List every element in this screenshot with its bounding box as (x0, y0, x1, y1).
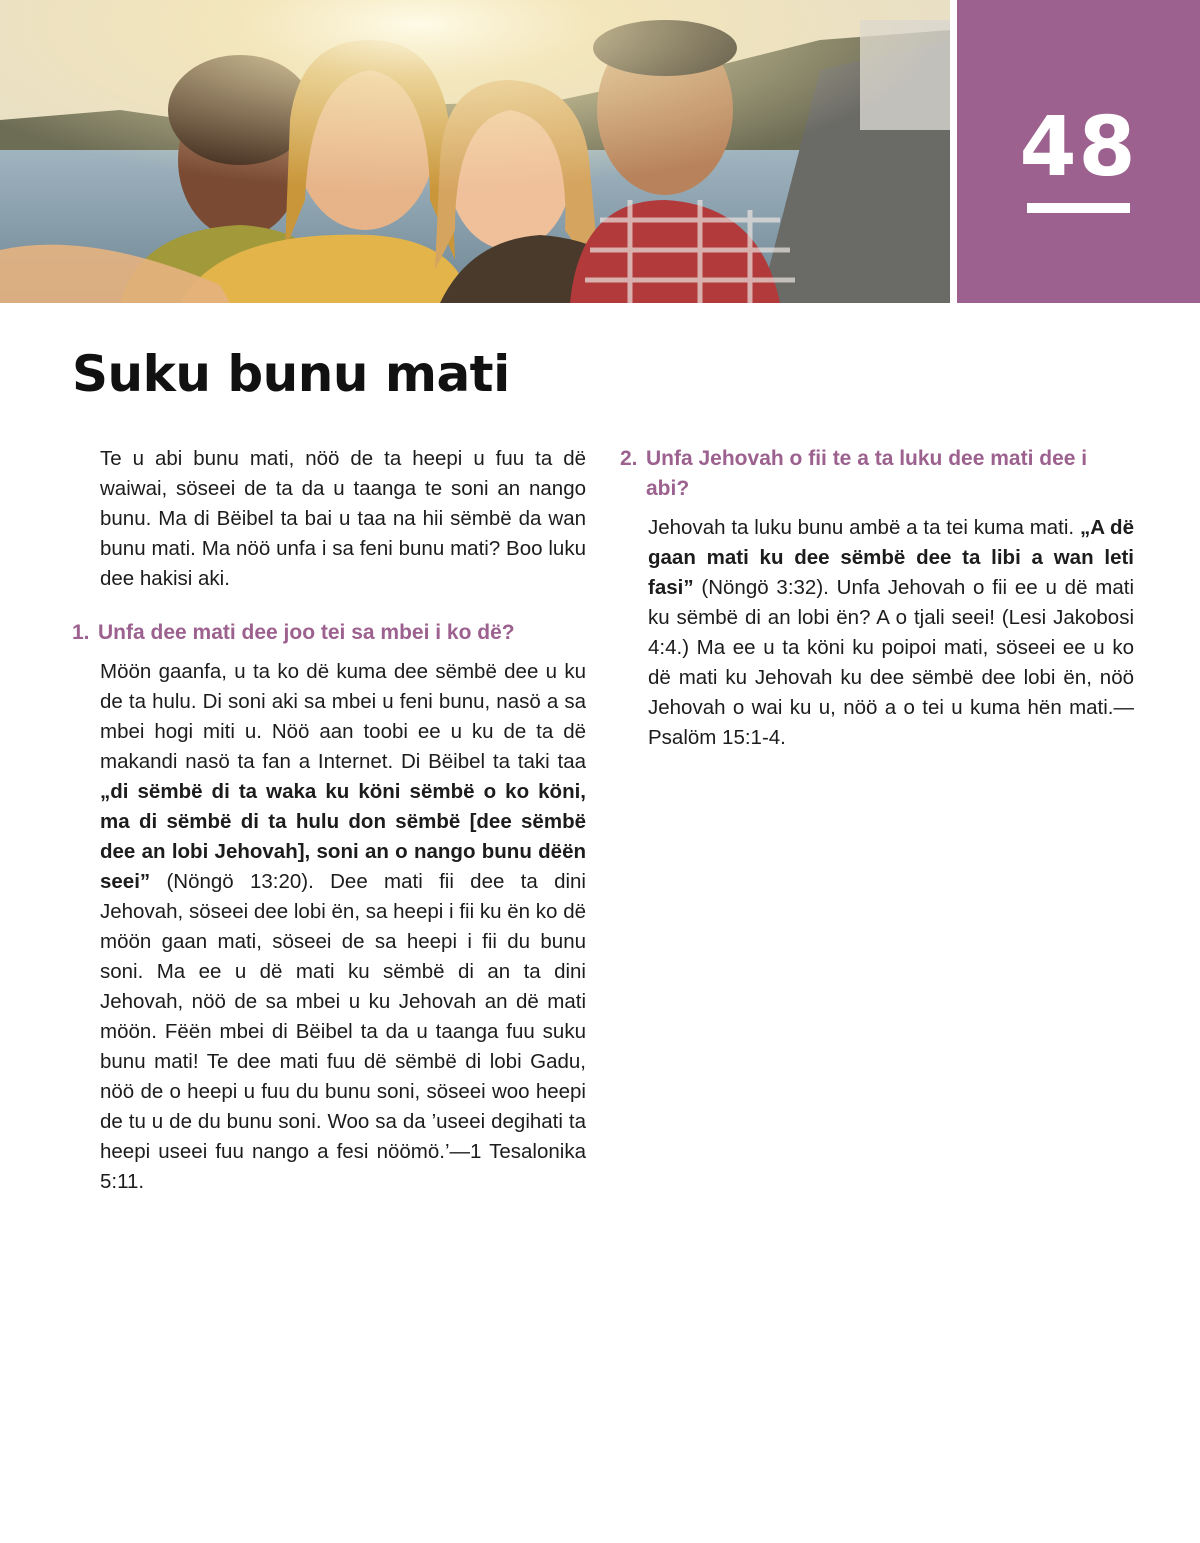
question-2-title: Unfa Jehovah o fii te a ta luku dee mati dee i abi? (646, 447, 1088, 500)
question-2-paragraph (620, 513, 1134, 753)
page-title: Suku bunu mati (72, 345, 510, 403)
question-2-quote: „A dë gaan mati ku dee sëmbë dee ta libi a wan leti fasi” (648, 516, 1134, 599)
question-1-number: 1. (72, 621, 90, 644)
question-1-text-before: Möön gaanfa, u ta ko dë kuma dee sëmbë dee u ku de ta hulu. Di soni aki sa mbei u feni bunu, nasö a sa mbei hogi miti u. Nöö aan toobi ee u ku de ta dë makandi nasö ta fan a Internet. Di Bëibel ta taki taa (100, 660, 586, 773)
lesson-number-box (957, 0, 1200, 303)
header-photo (0, 0, 950, 303)
question-1-paragraph (72, 657, 586, 1197)
question-1-text-after: (Nöngö 13:20). Dee mati fii dee ta dini Jehovah, söseei dee lobi ën, sa heepi i fii ku ën ko dë möön gaan mati, söseei de sa heepi i fii du bunu soni. Ma ee u dë mati ku sëmbë di an ta dini Jehovah, nöö de sa mbei u ku Jehovah an dë mati möön. Fëën mbei di Bëibel ta da u taanga fuu suku bunu mati! Te dee mati fuu dë sëmbë di lobi Gadu, nöö de o heepi u fuu du bunu soni, söseei woo heepi de tu u de du bunu soni. Woo sa da ’useei degihati ta heepi useei fuu nango a fesi nöömö.’—1 Tesalonika 5:11. (100, 870, 586, 1193)
left-column (72, 444, 586, 1197)
question-2-heading (620, 444, 1134, 504)
lesson-underline (1027, 203, 1130, 213)
question-1-quote: „di sëmbë di ta waka ku köni sëmbë o ko köni, ma di sëmbë di ta hulu don sëmbë [dee sëmbë dee an lobi Jehovah], soni an o nango bunu dëën seei” (100, 780, 586, 893)
question-2-text-before: Jehovah ta luku bunu ambë a ta tei kuma mati. (648, 516, 1080, 539)
question-1-title: Unfa dee mati dee joo tei sa mbei i ko dë? (98, 621, 515, 644)
group-selfie-photo-icon (0, 0, 950, 303)
question-1-heading (72, 618, 586, 648)
intro-paragraph: Te u abi bunu mati, nöö de ta heepi u fuu ta dë waiwai, söseei de ta da u taanga te soni an nango bunu. Ma di Bëibel ta bai u taa na hii sëmbë da wan bunu mati. Ma nöö unfa i sa feni bunu mati? Boo luku dee hakisi aki. (100, 447, 586, 590)
question-2-text-after: (Nöngö 3:32). Unfa Jehovah o fii ee u dë mati ku sëmbë di an lobi ën? A o tjali seei! (Lesi Jakobosi 4:4.) Ma ee u ta köni ku poipoi mati, söseei ee u ko dë mati ku Jehovah ku dee sëmbë dee lobi ën, nöö Jehovah o wai ku u, nöö a o tei u kuma hën mati.—Psalöm 15:1-4. (648, 576, 1134, 749)
lesson-number: 48 (1019, 100, 1138, 195)
question-2-number: 2. (620, 447, 638, 470)
right-column (620, 444, 1134, 753)
